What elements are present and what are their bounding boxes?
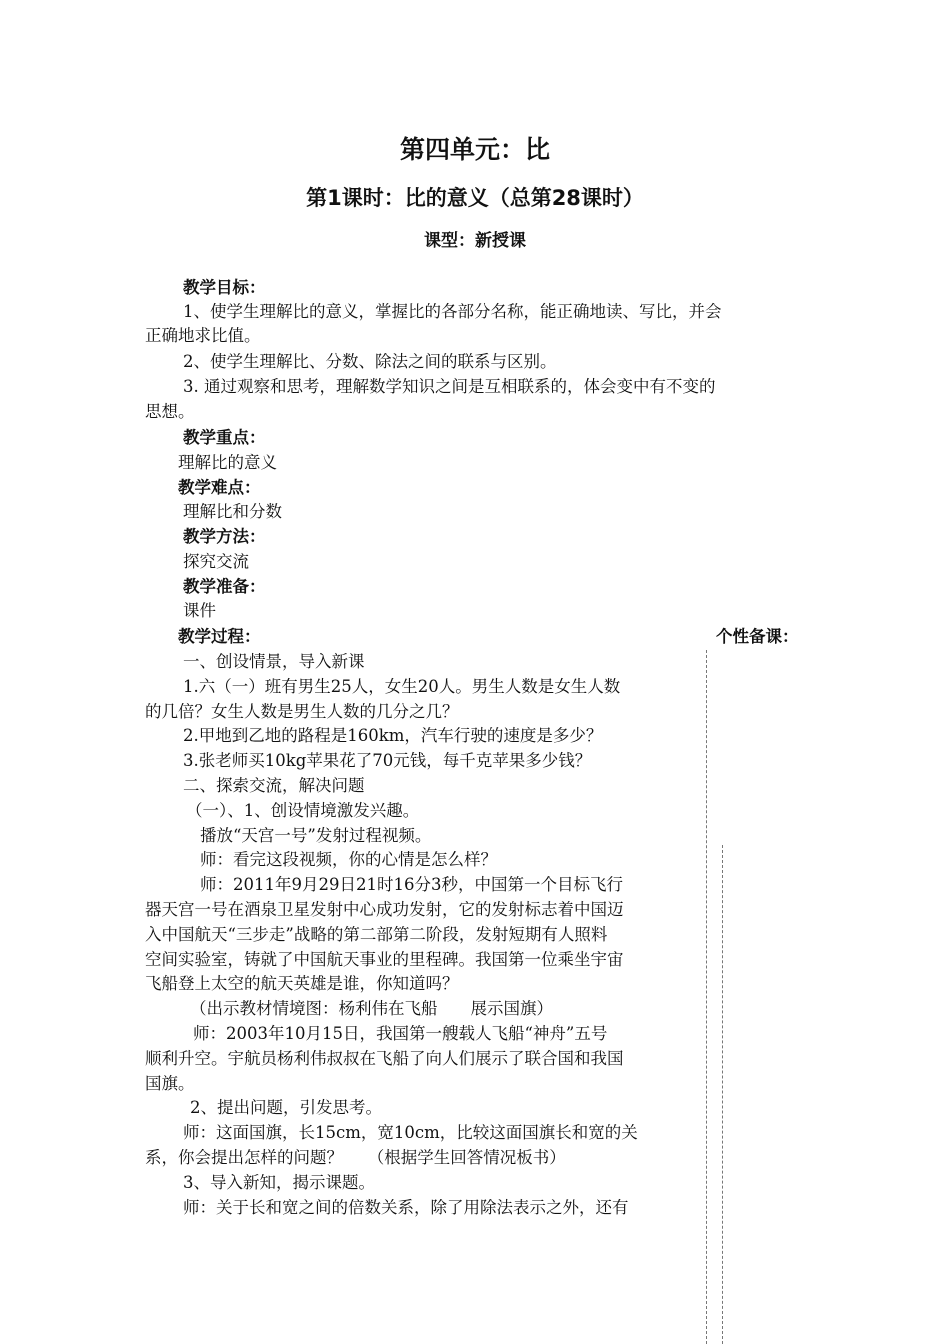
key-point-text: 理解比的意义 <box>178 453 277 472</box>
difficulty-heading: 教学难点： <box>178 478 261 497</box>
process-line: 播放“天宫一号”发射过程视频。 <box>200 826 432 845</box>
margin-divider-line-secondary <box>722 845 723 1344</box>
page-title: 第四单元：比 <box>399 135 550 164</box>
process-line: 入中国航天“三步走”战略的第二部第二阶段，发射短期有人照料 <box>145 925 608 944</box>
process-line: 师：这面国旗，长15cm，宽10cm，比较这面国旗长和宽的关 <box>183 1123 638 1142</box>
process-line: 师：看完这段视频，你的心情是怎么样？ <box>200 850 497 869</box>
process-line: 3.张老师买10kg苹果花了70元钱，每千克苹果多少钱？ <box>183 751 592 770</box>
process-line: 3、导入新知，揭示课题。 <box>183 1173 375 1192</box>
objective-3-line-2: 思想。 <box>145 402 195 421</box>
process-line: 国旗。 <box>145 1074 195 1093</box>
lesson-type: 课型：新授课 <box>424 231 526 251</box>
process-line: 师：2003年10月15日，我国第一艘载人飞船“神舟”五号 <box>193 1024 608 1043</box>
process-line: 2.甲地到乙地的路程是160km，汽车行驶的速度是多少？ <box>183 726 603 745</box>
process-line: 顺利升空。宇航员杨利伟叔叔在飞船了向人们展示了联合国和我国 <box>145 1049 624 1068</box>
objectives-heading: 教学目标： <box>183 278 266 297</box>
process-line: 系，你会提出怎样的问题？ （根据学生回答情况板书） <box>145 1148 566 1167</box>
process-line: 二、探索交流，解决问题 <box>183 776 365 795</box>
process-line: 空间实验室，铸就了中国航天事业的里程碑。我国第一位乘坐宇宙 <box>145 950 624 969</box>
difficulty-text: 理解比和分数 <box>183 502 282 521</box>
process-line: 的几倍？女生人数是男生人数的几分之几？ <box>145 702 459 721</box>
process-line: （出示教材情境图：杨利伟在飞船 展示国旗） <box>190 999 553 1018</box>
process-line: 2、提出问题，引发思考。 <box>190 1098 382 1117</box>
process-line: 一、创设情景，导入新课 <box>183 652 365 671</box>
process-line: 器天宫一号在酒泉卫星发射中心成功发射，它的发射标志着中国迈 <box>145 900 624 919</box>
objective-3-line-1: 3. 通过观察和思考，理解数学知识之间是互相联系的，体会变中有不变的 <box>183 377 716 396</box>
objective-1-line-2: 正确地求比值。 <box>145 326 261 345</box>
key-point-heading: 教学重点： <box>183 428 266 447</box>
method-heading: 教学方法： <box>183 527 266 546</box>
process-line: 师：关于长和宽之间的倍数关系，除了用除法表示之外，还有 <box>183 1198 629 1217</box>
lesson-title: 第1课时：比的意义（总第28课时） <box>306 186 644 210</box>
process-line: 师：2011年9月29日21时16分3秒，中国第一个目标飞行 <box>200 875 623 894</box>
process-line: 飞船登上太空的航天英雄是谁，你知道吗？ <box>145 974 459 993</box>
preparation-text: 课件 <box>183 601 216 620</box>
objective-1-line-1: 1、使学生理解比的意义，掌握比的各部分名称，能正确地读、写比，并会 <box>183 302 722 321</box>
method-text: 探究交流 <box>183 552 249 571</box>
margin-divider-line <box>706 650 707 1344</box>
process-line: 1.六（一）班有男生25人，女生20人。男生人数是女生人数 <box>183 677 621 696</box>
objective-2: 2、使学生理解比、分数、除法之间的联系与区别。 <box>183 352 557 371</box>
side-note-heading: 个性备课： <box>716 627 799 646</box>
process-line: （一）、1、创设情境激发兴趣。 <box>186 801 420 820</box>
process-heading: 教学过程： <box>178 627 261 646</box>
preparation-heading: 教学准备： <box>183 577 266 596</box>
